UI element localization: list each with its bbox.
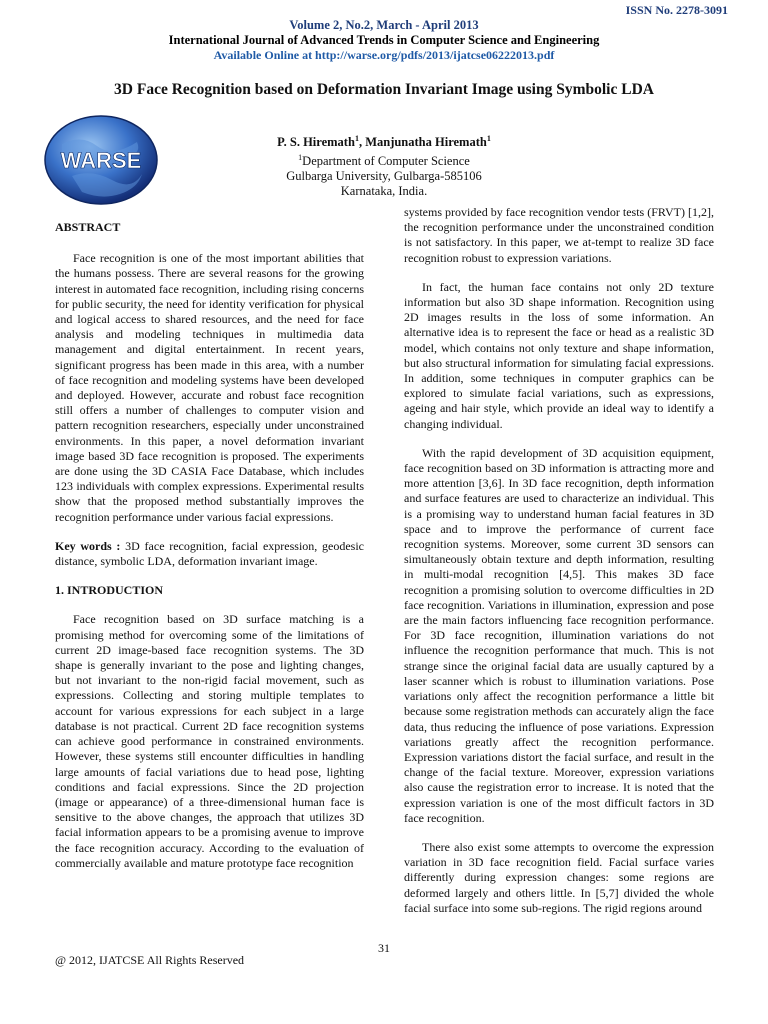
author-separator: , bbox=[358, 135, 366, 150]
affiliation-place: Karnataka, India. bbox=[340, 184, 428, 199]
intro-paragraph-4: There also exist some attempts to overcome the expression variation in 3D face recognition field. Facial surface varies differently during expression changes: some regions are deformed largely and others little. In [5,7] divided the whole facial surface into some sub-regions. The rigid regions around bbox=[404, 839, 714, 915]
journal-header bbox=[0, 18, 768, 63]
journal-name: International Journal of Advanced Trends in Computer Science and Engineering bbox=[168, 33, 600, 47]
right-column bbox=[404, 205, 714, 930]
issn-number: ISSN No. 2278-3091 bbox=[625, 3, 728, 17]
available-online-link[interactable]: Available Online at http://warse.org/pdfs/2013/ijatcse06222013.pdf bbox=[213, 48, 555, 62]
abstract-text: Face recognition is one of the most important abilities that the humans possess. There are several reasons for the growing interest in automated face recognition, including rising concerns for public security, the need for identity verification for physical and logical access to shared resources, and the need for face analysis and modeling techniques in multimedia data management and digital entertainment. In recent years, significant progress has been made in this area, with a number of face recognition and modeling systems have been developed and deployed. However, accurate and robust face recognition still offers a number of challenges to computer vision and pattern recognition researchers, especially under unconstrained environments. In this paper, a novel deformation invariant image based 3D face recognition is proposed. The experiments are done using the 3D CASIA Face Database, which includes 123 individuals with complex expressions. Experimental results show that the proposed method substantially improves the recognition performance under various facial expressions. bbox=[55, 251, 364, 524]
warse-logo bbox=[42, 114, 160, 206]
introduction-heading: 1. INTRODUCTION bbox=[55, 583, 164, 598]
volume-line: Volume 2, No.2, March - April 2013 bbox=[289, 18, 479, 32]
abstract-heading: ABSTRACT bbox=[55, 220, 121, 234]
logo-wordmark: WARSE bbox=[60, 148, 142, 173]
author-2-sup: 1 bbox=[486, 134, 491, 143]
keywords-text: 3D face recognition, facial expression, geodesic distance, symbolic LDA, deformation invariant image. bbox=[55, 538, 364, 569]
authors-block bbox=[200, 131, 568, 199]
keywords-label: Key words : bbox=[55, 538, 126, 553]
intro-paragraph-3: With the rapid development of 3D acquisition equipment, face recognition based on 3D information is attracting more and more attention [3,6]. In 3D face recognition, depth information and surface features are used to characterize an individual. This is a promising way to understand human facial features in 3D space and to improve the performance of current face recognition systems. Moreover, some current 3D sensors can simultaneously obtain texture and depth information, resulting in multi-modal recognition [4,5]. This makes 3D face recognition a promising solution to overcome difficulties in 2D face recognition. Variations in illumination, expression and pose are the main factors influencing face recognition performance. For 3D face recognition, illumination variations do not influence the recognition performance that much. This is not strange since the original facial data are usually captured by a laser scanner which is robust to illumination variations. Pose variations only affect the recognition performance a little bit because some registration methods can accurately align the face data, thus reducing the influence of pose variations. Expression variations greatly affect the recognition performance. Expression variations distort the facial surface, and result in the change of the facial texture. Moreover, expression variations also cause the registration error to increase. It is noted that the expression variation is one of the most difficult factors in 3D face recognition. bbox=[404, 445, 714, 825]
intro-paragraph-2: In fact, the human face contains not only 2D texture information but also 3D shape information. Recognition using 2D images results in the loss of some information. An alternative idea is to represent the face or head as a realistic 3D model, which contains not only texture and shape information, but also structural information for simulating facial expressions. In addition, some techniques in computer graphics can be explored to simulate facial variations, such as expressions, ageing and hair style, which provide an ideal way to identify a changing individual. bbox=[404, 279, 714, 431]
affiliation-dept bbox=[200, 150, 568, 169]
intro-paragraph-1-continued: systems provided by face recognition vendor tests (FRVT) [1,2], the recognition performance under the unconstrained condition is not satisfactory. In this paper, we at-tempt to realize 3D face recognition robust to expression variations. bbox=[404, 205, 714, 265]
author-1: P. S. Hiremath bbox=[277, 135, 355, 150]
author-names bbox=[200, 131, 568, 150]
dept-text: Department of Computer Science bbox=[302, 154, 470, 169]
affiliation-univ: Gulbarga University, Gulbarga-585106 bbox=[286, 169, 482, 184]
intro-paragraph-1: Face recognition based on 3D surface matching is a promising method for overcoming some of the limitations of current 2D image-based face recognition systems. The 3D shape is generally invariant to the pose and lighting changes, but not invariant to the non-rigid facial movement, such as expressions. Collecting and storing multiple templates to account for various expressions for each subject in a large database is not practical. Current 2D face recognition systems can achieve good performance in constrained environments. However, these systems still encounter difficulties in handling large amounts of facial variations due to head pose, lighting conditions and facial expressions. Since the 2D projection (image or appearance) of a three-dimensional human face is sensitive to the above changes, the approach that utilizes 3D facial information appears to be a promising avenue to improve the face recognition accuracy. According to the evaluation of commercially available and mature prototype face recognition bbox=[55, 612, 364, 870]
affiliation-sup: 1 bbox=[298, 153, 303, 163]
paper-title: 3D Face Recognition based on Deformation Invariant Image using Symbolic LDA bbox=[114, 81, 654, 98]
author-1-sup: 1 bbox=[354, 134, 359, 143]
author-2: Manjunatha Hiremath bbox=[365, 135, 487, 150]
copyright-footer: @ 2012, IJATCSE All Rights Reserved bbox=[55, 953, 245, 967]
page-number: 31 bbox=[378, 941, 390, 955]
keywords bbox=[55, 539, 364, 569]
left-column bbox=[55, 218, 364, 885]
